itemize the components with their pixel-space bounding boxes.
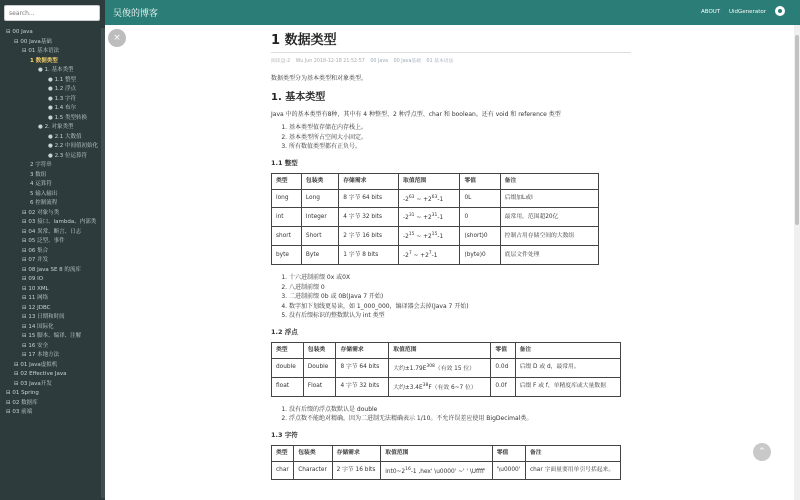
table-header-cell: 备注 xyxy=(525,445,620,461)
toc-item[interactable] xyxy=(0,361,105,371)
bullet-icon: ● xyxy=(48,133,55,140)
bullet-icon: ⊟ xyxy=(22,228,29,235)
nav-uidgenerator-link[interactable]: UidGenerator xyxy=(729,9,766,15)
toc-item-label: 2 字符串 xyxy=(30,162,52,168)
bullet-icon: ● xyxy=(48,114,55,121)
toc-item-label: 1. 基本类型 xyxy=(44,67,74,73)
toc-item[interactable] xyxy=(0,104,105,114)
toc-item[interactable] xyxy=(0,323,105,333)
blog-title[interactable]: 吴俊的博客 xyxy=(113,9,159,19)
github-icon[interactable] xyxy=(775,6,785,16)
toc-item[interactable] xyxy=(0,38,105,48)
back-to-top-button[interactable] xyxy=(753,443,771,461)
bullet-icon: ⊟ xyxy=(22,266,29,273)
close-icon: × xyxy=(113,33,121,43)
toc-item-label: 03 前端 xyxy=(12,409,33,415)
list-item: 4. 数字加下划线更易读，如 1_000_000，编译器会去掉(Java 7 开始) xyxy=(289,302,631,312)
toc-item[interactable] xyxy=(0,76,105,86)
toc-item-label: 1.4 布尔 xyxy=(54,105,77,111)
table-cell: 8 字节 64 bits xyxy=(336,358,389,377)
bullet-icon: ⊟ xyxy=(6,390,13,396)
meta-date: Wu Jun 2018-12-18 21:52:57 xyxy=(295,59,365,64)
table-cell: 后缀 D 或 d，最常用。 xyxy=(515,358,620,377)
toc-item-label: 04 異常、断言、日志 xyxy=(28,228,82,235)
exponent: 7 xyxy=(428,251,432,257)
table-header-cell: 零值 xyxy=(492,445,525,461)
table-header-cell: 零值 xyxy=(460,173,500,189)
toc-item[interactable] xyxy=(0,237,105,247)
toc-item-label: 01 Java虚拟机 xyxy=(20,361,58,368)
exponent: 38 xyxy=(422,382,429,388)
subsection-heading: 1.2 浮点 xyxy=(271,327,298,336)
table-header-cell: 包装类 xyxy=(303,342,336,358)
toc-item-label: 14 国际化 xyxy=(28,323,54,330)
table-cell: 8 字节 64 bits xyxy=(339,189,399,208)
list-item: 1. 基本类型值存储在内存栈上。 xyxy=(289,123,631,133)
toc-item-label: 2.3 位运算符 xyxy=(54,152,88,159)
toc-item-label: 06 集合 xyxy=(28,247,49,254)
table-cell: $int0\sim 2^{16}-1$ ,hex' \u0000' ~' ' \Uffff' xyxy=(381,461,492,480)
meta-tag[interactable]: 01 基本语法 xyxy=(426,59,454,64)
toc-item-label: 07 并发 xyxy=(28,257,49,263)
bullet-icon: ⊟ xyxy=(22,247,29,254)
table-cell: 2 字节 16 bits xyxy=(332,461,381,480)
meta-tag[interactable]: 00 Java基础 xyxy=(393,59,422,64)
list-item: 2. 浮点数不能绝对精确，因为二进制无法精确表示 1/10。不允许误差应使用 BigDecimal类。 xyxy=(289,414,631,424)
table-cell: 控制占用存储空间的大数组 xyxy=(500,227,598,246)
top-header xyxy=(105,0,800,25)
bullet-icon: ● xyxy=(38,124,45,130)
table-cell: char 字面量要用单引号括起来。 xyxy=(525,461,620,480)
exponent: 63 xyxy=(408,194,415,200)
table-cell: Integer xyxy=(301,208,338,227)
sidebar xyxy=(0,0,105,500)
toc-item[interactable] xyxy=(0,28,105,38)
sidebar-scrollbar[interactable] xyxy=(101,28,105,498)
toc-item-label: 09 IO xyxy=(28,276,44,282)
bullet-icon: ● xyxy=(48,76,55,83)
toc-item[interactable] xyxy=(0,190,105,200)
nav-about-link[interactable]: ABOUT xyxy=(701,9,721,15)
bullet-icon: ⊟ xyxy=(22,209,29,216)
table-header-cell: 零值 xyxy=(491,342,515,358)
table-cell: 0L xyxy=(460,189,500,208)
meta-tag[interactable]: 00 Java xyxy=(370,59,389,64)
toc-item[interactable] xyxy=(0,161,105,171)
table-cell: 后缀加L或l xyxy=(500,189,598,208)
bullet-icon: ⊟ xyxy=(6,399,13,406)
toc-item-label: 17 本地方法 xyxy=(28,352,60,358)
table-header-cell: 取值范围 xyxy=(389,342,491,358)
list-item: 1. 没有后缀的浮点数默认是 double xyxy=(289,405,631,415)
toc-item-label: 02 Effective Java xyxy=(20,371,67,377)
toc-item[interactable] xyxy=(0,47,105,57)
table-cell: '\u0000' xyxy=(492,461,525,480)
table-row xyxy=(272,189,599,208)
article xyxy=(271,33,631,480)
subsection-heading: 1.1 整型 xyxy=(271,158,298,167)
int-list xyxy=(271,273,631,321)
bullet-icon: ⊟ xyxy=(22,276,29,282)
bullet-icon: ● xyxy=(48,152,55,159)
table-cell: 0.0d xyxy=(491,358,515,377)
toc-item[interactable] xyxy=(0,389,105,399)
table-row xyxy=(272,208,599,227)
table-cell: Short xyxy=(301,227,338,246)
toc-item[interactable] xyxy=(0,199,105,209)
table-cell: 4 字节 32 bits xyxy=(336,377,389,396)
toc-item-label: 2.2 中间值初始化 xyxy=(54,143,99,149)
main-scrollbar[interactable] xyxy=(794,25,800,500)
toc-item-label: 05 泛型、事件 xyxy=(28,238,65,244)
toc-item[interactable] xyxy=(0,66,105,76)
table-cell: $-2^7$ ~ $+2^7-1$ xyxy=(399,246,460,265)
list-item: 5. 没有后缀标识的整数默认为 int 类型 xyxy=(289,311,631,321)
exponent: 16 xyxy=(405,466,411,472)
toc-item[interactable] xyxy=(0,351,105,361)
toc-item[interactable] xyxy=(0,304,105,314)
table-cell: double xyxy=(272,358,304,377)
toc-item[interactable] xyxy=(0,133,105,143)
table-cell: (short)0 xyxy=(460,227,500,246)
table-header-cell: 取值范围 xyxy=(381,445,492,461)
toc-item[interactable] xyxy=(0,123,105,133)
list-item: 3. 所有数值类型都有正负号。 xyxy=(289,142,631,152)
exponent: 31 xyxy=(431,213,438,219)
basic-para: Java 中的基本类型有8种，其中有 4 种整型、2 种浮点型、char 和 boolean。还有 void 和 reference 类型 xyxy=(271,111,561,118)
toc-item-label: 2.1 大数值 xyxy=(54,133,82,140)
table-row xyxy=(272,358,621,377)
bullet-icon: ⊟ xyxy=(6,29,13,35)
float-list xyxy=(271,405,631,424)
bullet-icon: ● xyxy=(48,86,55,92)
toc-item-label: 08 Java SE 8 的流库 xyxy=(28,266,81,273)
toc-item[interactable] xyxy=(0,380,105,390)
toc-item-label: 03 Java开发 xyxy=(20,380,52,387)
toc-item-label: 12 JDBC xyxy=(28,304,51,311)
table-header-cell: 类型 xyxy=(272,445,294,461)
bullet-icon: ⊟ xyxy=(22,219,29,225)
toc-item[interactable] xyxy=(0,95,105,105)
list-item: 2. 基本类型所占空间大小固定。 xyxy=(289,133,631,143)
scrollbar-thumb[interactable] xyxy=(795,35,799,225)
toc-item[interactable] xyxy=(0,209,105,219)
int-table xyxy=(271,173,599,266)
table-cell: (byte)0 xyxy=(460,246,500,265)
article-title: 1 数据类型 xyxy=(271,33,631,53)
article-meta xyxy=(271,57,631,66)
toc-item-label: 1.1 整型 xyxy=(54,76,77,83)
toc-item[interactable] xyxy=(0,152,105,162)
toc-item[interactable] xyxy=(0,247,105,257)
exponent: 63 xyxy=(431,194,438,200)
search-input[interactable] xyxy=(4,5,100,21)
bullet-icon: ● xyxy=(48,105,55,111)
bullet-icon: ● xyxy=(48,143,55,149)
table-cell: int xyxy=(272,208,302,227)
bullet-icon: ⊟ xyxy=(14,361,21,368)
toc-item-label: 6 控制流程 xyxy=(30,200,58,206)
arrow-up-icon: ⌃ xyxy=(758,447,766,457)
toc-item-label: 1.3 字符 xyxy=(54,95,77,102)
bullet-icon: ⊟ xyxy=(22,323,29,330)
toc-item[interactable] xyxy=(0,399,105,409)
table-cell: byte xyxy=(272,246,302,265)
toc-item-label: 10 XML xyxy=(28,285,49,292)
toc-item[interactable] xyxy=(0,57,105,67)
table-cell: $-2^{31}$ ~ $+2^{31}-1$ xyxy=(399,208,460,227)
toc-item-label: 1.5 类型转换 xyxy=(54,114,88,121)
table-header-cell: 备注 xyxy=(500,173,598,189)
table-cell: 1 字节 8 bits xyxy=(339,246,399,265)
bullet-icon: ⊟ xyxy=(22,285,29,292)
toc-item[interactable] xyxy=(0,142,105,152)
table-cell: 4 字节 32 bits xyxy=(339,208,399,227)
table-cell: $-2^{63}$ ~ $+2^{63}-1$ xyxy=(399,189,460,208)
table-header-cell: 存储需求 xyxy=(339,173,399,189)
toc-item[interactable] xyxy=(0,275,105,285)
toc-item-label: 01 Spring xyxy=(12,390,39,396)
table-cell: short xyxy=(272,227,302,246)
toc-item[interactable] xyxy=(0,332,105,342)
table-header-cell: 存储需求 xyxy=(332,445,381,461)
toc-item[interactable] xyxy=(0,218,105,228)
toc-item[interactable] xyxy=(0,228,105,238)
toc-item-label: 16 安全 xyxy=(28,342,49,349)
bullet-icon: ⊟ xyxy=(22,295,29,301)
bullet-icon: ⊟ xyxy=(22,342,29,349)
exponent: 7 xyxy=(408,251,412,257)
list-item: 1. 十六进制前缀 0x 或0X xyxy=(289,273,631,283)
table-cell: Float xyxy=(303,377,336,396)
toc-item-label: 00 Java基础 xyxy=(20,38,52,45)
toc-item-label: 13 日期和时间 xyxy=(28,314,65,320)
toc-item[interactable] xyxy=(0,313,105,323)
table-header-cell: 类型 xyxy=(272,342,304,358)
bullet-icon: ⊟ xyxy=(6,409,13,415)
table-header-cell: 包装类 xyxy=(294,445,332,461)
bullet-icon: ● xyxy=(48,95,55,102)
intro-text: 数据类型分为基本类型和对象类型。 xyxy=(271,75,368,82)
table-cell: long xyxy=(272,189,302,208)
toc-item[interactable] xyxy=(0,180,105,190)
table-row xyxy=(272,377,621,396)
toc-item-label: 00 Java xyxy=(12,29,33,35)
table-cell: 底层文件处理 xyxy=(500,246,598,265)
table-cell: Byte xyxy=(301,246,338,265)
toc-tree xyxy=(0,28,105,418)
toc-item[interactable] xyxy=(0,85,105,95)
bullet-icon: ⊟ xyxy=(14,371,21,377)
toc-item-label: 03 接口、lambda、内部类 xyxy=(28,219,97,225)
toc-item-label: 2. 对象类型 xyxy=(44,124,74,130)
table-cell: 大约$\pm 3.4E^{38}F$（有效 6~7 位） xyxy=(389,377,491,396)
close-sidebar-button[interactable] xyxy=(108,29,126,47)
section-heading: 1. 基本类型 xyxy=(271,92,326,103)
toc-item-label: 11 网络 xyxy=(28,295,49,301)
bullet-icon: ⊟ xyxy=(22,257,29,263)
float-table xyxy=(271,342,621,397)
table-header-cell: 取值范围 xyxy=(399,173,460,189)
table-header-cell: 存储需求 xyxy=(336,342,389,358)
table-row xyxy=(272,227,599,246)
bullet-icon: ⊟ xyxy=(14,38,21,45)
toc-item-label: 02 数据库 xyxy=(12,399,38,406)
table-cell: 2 字节 16 bits xyxy=(339,227,399,246)
toc-item-label: 5 输入输出 xyxy=(30,190,58,197)
table-cell: Double xyxy=(303,358,336,377)
basic-list xyxy=(271,123,631,152)
toc-item[interactable] xyxy=(0,285,105,295)
bullet-icon: ⊟ xyxy=(22,352,29,358)
table-cell: 0.0f xyxy=(491,377,515,396)
bullet-icon: ⊟ xyxy=(22,238,29,244)
toc-item[interactable] xyxy=(0,370,105,380)
table-cell: 最常用，范围超20亿 xyxy=(500,208,598,227)
toc-item-label: 02 对象与类 xyxy=(28,209,60,216)
bullet-icon: ● xyxy=(38,67,45,73)
toc-item[interactable] xyxy=(0,256,105,266)
toc-item-label: 3 数组 xyxy=(30,171,47,178)
table-cell: Character xyxy=(294,461,332,480)
exponent: 308 xyxy=(426,363,435,369)
bullet-icon: ⊟ xyxy=(22,333,29,339)
table-cell: char xyxy=(272,461,294,480)
table-cell: float xyxy=(272,377,304,396)
table-row xyxy=(272,461,621,480)
bullet-icon: ⊟ xyxy=(22,314,29,320)
toc-item[interactable] xyxy=(0,342,105,352)
table-cell: $-2^{15}$ ~ $+2^{15}-1$ xyxy=(399,227,460,246)
toc-item-label: 4 运算符 xyxy=(30,181,52,187)
exponent: 31 xyxy=(408,213,415,219)
table-header-cell: 类型 xyxy=(272,173,302,189)
toc-item[interactable] xyxy=(0,408,105,418)
toc-item[interactable] xyxy=(0,266,105,276)
meta-author: 阅读盘-2 xyxy=(271,59,291,64)
bullet-icon: ⊟ xyxy=(22,304,29,311)
bullet-icon: ⊟ xyxy=(14,380,21,387)
bullet-icon: ⊟ xyxy=(22,48,29,54)
toc-item[interactable] xyxy=(0,171,105,181)
toc-item-label: 01 基本语法 xyxy=(28,48,60,54)
table-header-cell: 备注 xyxy=(515,342,620,358)
subsection-heading: 1.3 字符 xyxy=(271,430,298,439)
list-item: 2. 八进制前缀 0 xyxy=(289,283,631,293)
table-cell: Long xyxy=(301,189,338,208)
table-row xyxy=(272,246,599,265)
toc-item-label: 15 脚本、编译、注解 xyxy=(28,333,82,339)
toc-item-label: 1 数据类型 xyxy=(30,57,58,64)
toc-item-label: 1.2 浮点 xyxy=(54,86,77,92)
toc-item[interactable] xyxy=(0,114,105,124)
toc-item[interactable] xyxy=(0,294,105,304)
list-item: 3. 二进制前缀 0b 或 0B(Java 7 开始) xyxy=(289,292,631,302)
exponent: 15 xyxy=(431,232,438,238)
exponent: 15 xyxy=(408,232,415,238)
table-cell: 0 xyxy=(460,208,500,227)
table-cell: 大约$\pm 1.79E^{308}$（有效 15 位） xyxy=(389,358,491,377)
table-header-cell: 包装类 xyxy=(301,173,338,189)
char-table xyxy=(271,445,621,481)
table-cell: 后缀 F 或 f，单精度库或大量数据 xyxy=(515,377,620,396)
